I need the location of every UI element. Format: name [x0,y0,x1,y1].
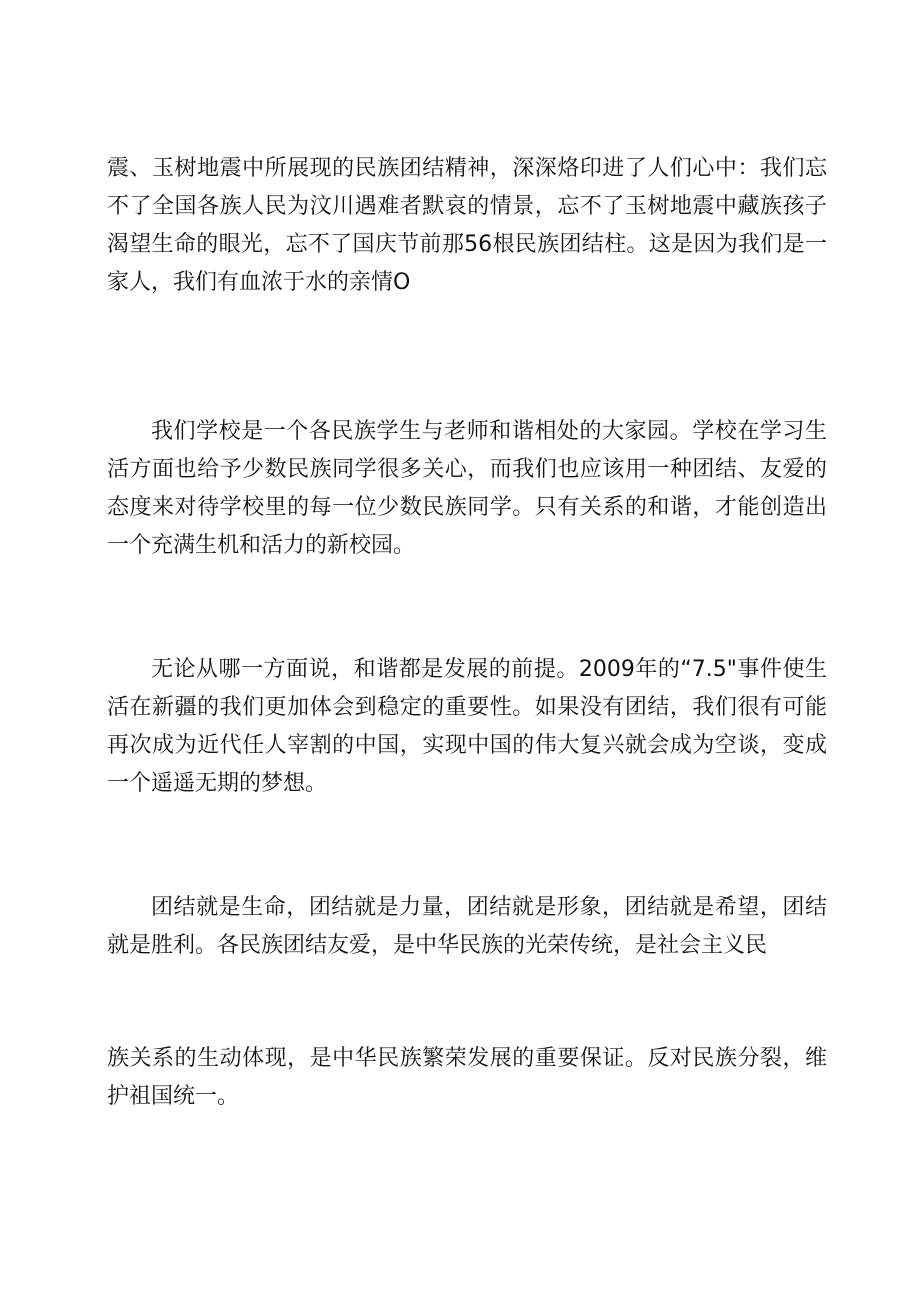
paragraph-1: 震、玉树地震中所展现的民族团结精神，深深烙印进了人们心中：我们忘不了全国各族人民为汶川遇难者默哀的情景，忘不了玉树地震中藏族孩子渴望生命的眼光，忘不了国庆节前那56根民族团结柱。这是因为我们是一家人，我们有血浓于水的亲情O [107,156,827,295]
paragraph-4: 团结就是生命，团结就是力量，团结就是形象，团结就是希望，团结就是胜利。各民族团结友爱，是中华民族的光荣传统，是社会主义民 [107,895,827,958]
paragraph-5: 族关系的生动体现，是中华民族繁荣发展的重要保证。反对民族分裂，维护祖国统一。 [107,1046,827,1109]
paragraph-3: 无论从哪一方面说，和谐都是发展的前提。2009年的“7.5"事件使生活在新疆的我们更加体会到稳定的重要性。如果没有团结，我们很有可能再次成为近代任人宰割的中国，实现中国的伟大复兴就会成为空谈，变成一个遥遥无期的梦想。 [107,657,827,796]
paragraph-2: 我们学校是一个各民族学生与老师和谐相处的大家园。学校在学习生活方面也给予少数民族同学很多关心，而我们也应该用一种团结、友爱的态度来对待学校里的每一位少数民族同学。只有关系的和谐，才能创造出一个充满生机和活力的新校园。 [107,419,827,558]
